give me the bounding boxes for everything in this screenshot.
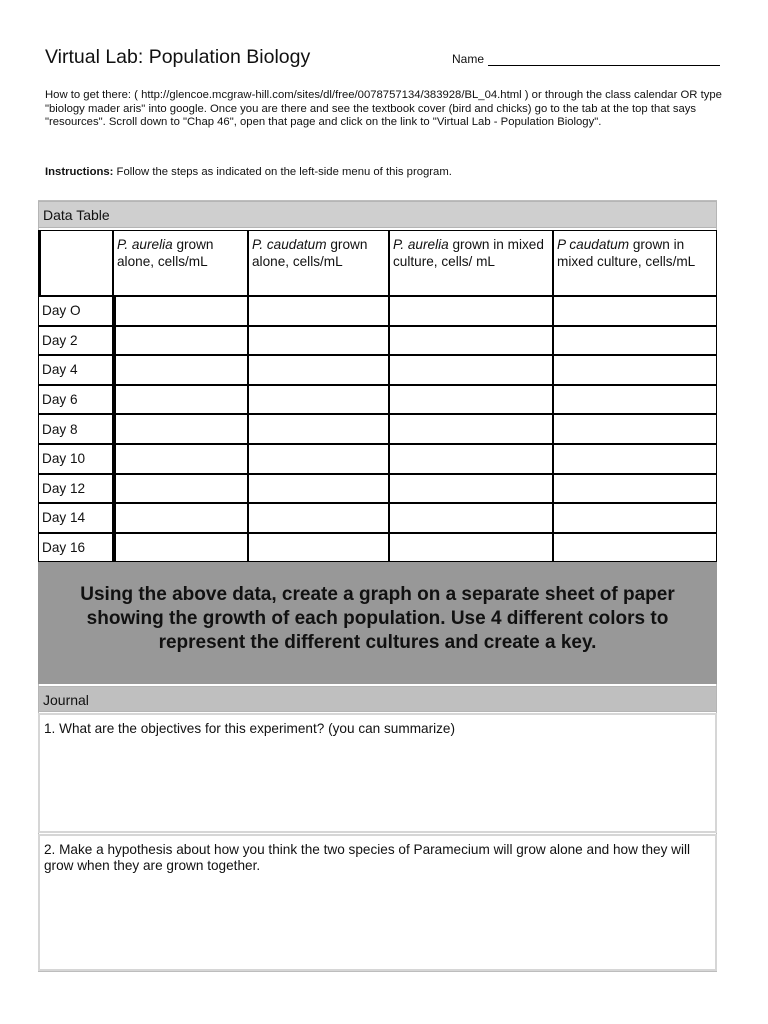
table-row xyxy=(38,326,717,356)
data-cell[interactable] xyxy=(553,503,717,533)
instructions xyxy=(45,166,725,178)
data-cell[interactable] xyxy=(553,533,717,563)
data-cell[interactable] xyxy=(113,503,248,533)
name-input-line[interactable] xyxy=(488,53,720,66)
data-cell[interactable] xyxy=(248,444,389,474)
table-row xyxy=(38,355,717,385)
data-cell[interactable] xyxy=(248,296,389,326)
data-cell[interactable] xyxy=(248,385,389,415)
intro-paragraph: How to get there: ( http://glencoe.mcgraw-hill.com/sites/dl/free/0078757134/383928/BL_04.html ) or through the class calendar OR type "biology mader aris" into google. Once you are there and see the textbook cover (bird and chicks) go to the tab at the top that says "resources". Scroll down to "Chap 46", open that page and click on the link to "Virtual Lab - Population Biology". xyxy=(45,89,722,128)
data-cell[interactable] xyxy=(553,385,717,415)
table-row xyxy=(38,444,717,474)
data-cell[interactable] xyxy=(389,296,553,326)
page-header xyxy=(45,46,725,72)
instructions-label: Instructions: xyxy=(45,166,114,178)
day-label: Day O xyxy=(38,296,113,326)
data-cell[interactable] xyxy=(248,326,389,356)
day-label: Day 10 xyxy=(38,444,113,474)
data-cell[interactable] xyxy=(248,414,389,444)
data-cell[interactable] xyxy=(113,326,248,356)
data-cell[interactable] xyxy=(248,474,389,504)
table-row xyxy=(38,414,717,444)
day-label: Day 12 xyxy=(38,474,113,504)
question-1-text: 1. What are the objectives for this experiment? (you can summarize) xyxy=(44,721,456,736)
instructions-text: Follow the steps as indicated on the left-side menu of this program. xyxy=(113,166,452,178)
data-cell[interactable] xyxy=(389,503,553,533)
data-cell[interactable] xyxy=(553,355,717,385)
data-cell[interactable] xyxy=(248,355,389,385)
data-cell[interactable] xyxy=(389,444,553,474)
data-cell[interactable] xyxy=(389,385,553,415)
journal-title: Journal xyxy=(38,686,717,712)
day-label: Day 8 xyxy=(38,414,113,444)
day-label: Day 2 xyxy=(38,326,113,356)
journal-question-1[interactable] xyxy=(38,713,717,833)
data-cell[interactable] xyxy=(389,414,553,444)
data-cell[interactable] xyxy=(553,414,717,444)
page-title: Virtual Lab: Population Biology xyxy=(45,46,311,68)
table-row xyxy=(38,474,717,504)
table-row xyxy=(38,503,717,533)
day-label: Day 4 xyxy=(38,355,113,385)
table-header-row xyxy=(38,230,717,296)
name-field[interactable] xyxy=(452,52,720,66)
data-cell[interactable] xyxy=(113,414,248,444)
data-cell[interactable] xyxy=(113,296,248,326)
data-cell[interactable] xyxy=(113,444,248,474)
data-cell[interactable] xyxy=(389,326,553,356)
data-cell[interactable] xyxy=(389,533,553,563)
journal-question-2[interactable] xyxy=(38,834,717,971)
data-cell[interactable] xyxy=(553,296,717,326)
data-table xyxy=(38,230,717,562)
table-row xyxy=(38,296,717,326)
day-label: Day 6 xyxy=(38,385,113,415)
header-col-4: P caudatum grown in mixed culture, cells/mL xyxy=(553,230,717,296)
data-cell[interactable] xyxy=(553,474,717,504)
data-cell[interactable] xyxy=(389,474,553,504)
data-cell[interactable] xyxy=(113,533,248,563)
data-cell[interactable] xyxy=(248,533,389,563)
name-label: Name xyxy=(452,52,485,66)
graph-instructions-banner: Using the above data, create a graph on a separate sheet of paper showing the growth of each population. Use 4 different colors to represent the different cultures and create a key. xyxy=(38,562,717,684)
header-col-3: P. aurelia grown in mixed culture, cells/ mL xyxy=(389,230,553,296)
data-cell[interactable] xyxy=(113,474,248,504)
data-cell[interactable] xyxy=(248,503,389,533)
header-col-1: P. aurelia grown alone, cells/mL xyxy=(113,230,248,296)
header-day xyxy=(38,230,113,296)
table-row xyxy=(38,385,717,415)
data-cell[interactable] xyxy=(389,355,553,385)
data-cell[interactable] xyxy=(113,355,248,385)
table-row xyxy=(38,533,717,563)
day-label: Day 16 xyxy=(38,533,113,563)
data-table-title: Data Table xyxy=(38,201,717,228)
data-cell[interactable] xyxy=(113,385,248,415)
question-2-text: 2. Make a hypothesis about how you think the two species of Paramecium will grow alone and how they will grow when they are grown together. xyxy=(44,842,691,873)
header-col-2: P. caudatum grown alone, cells/mL xyxy=(248,230,389,296)
data-cell[interactable] xyxy=(553,444,717,474)
day-label: Day 14 xyxy=(38,503,113,533)
data-cell[interactable] xyxy=(553,326,717,356)
